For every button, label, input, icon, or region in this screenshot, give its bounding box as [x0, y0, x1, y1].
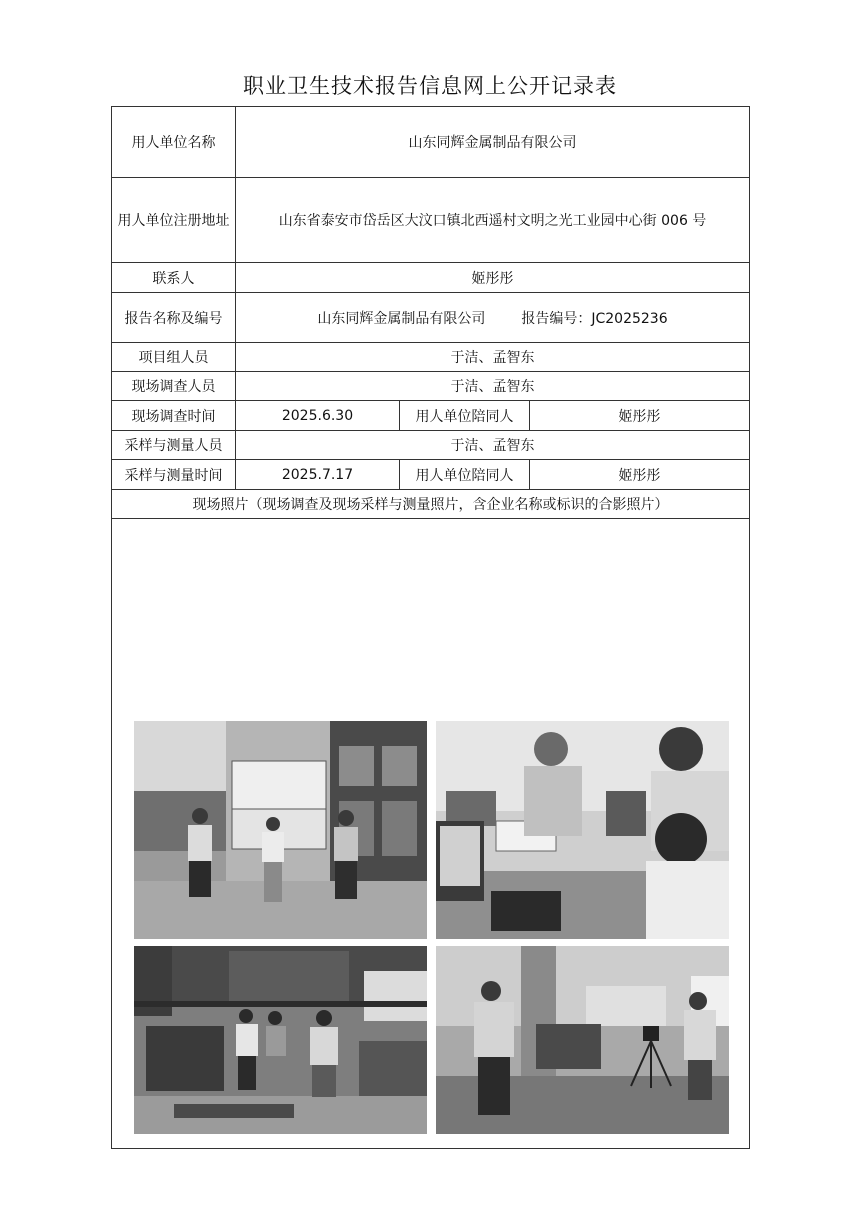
value-survey-companion: 姬彤彤	[618, 408, 661, 425]
row-photos-header	[112, 490, 749, 519]
photo-on-site-measurement	[436, 946, 729, 1134]
page-title: 职业卫生技术报告信息网上公开记录表	[243, 74, 617, 98]
value-employer-address: 山东省泰安市岱岳区大汶口镇北西遥村文明之光工业园中心街 006 号	[278, 213, 707, 229]
value-survey-staff: 于洁、孟智东	[450, 379, 535, 395]
photos-header: 现场照片（现场调查及现场采样与测量照片，含企业名称或标识的合影照片）	[192, 497, 669, 513]
row-survey-staff	[112, 372, 749, 401]
report-number: 报告编号：JC2025236	[521, 310, 668, 327]
value-employer-name: 山东同辉金属制品有限公司	[408, 135, 577, 151]
row-employer-name	[112, 107, 749, 178]
value-sampling-companion: 姬彤彤	[618, 467, 661, 484]
label-employer-address: 用人单位注册地址	[112, 178, 236, 262]
value-contact: 姬彤彤	[471, 270, 514, 287]
label-report: 报告名称及编号	[112, 293, 236, 342]
row-project-team	[112, 343, 749, 372]
photo-group-at-sign	[134, 721, 427, 939]
value-report	[236, 293, 749, 342]
photo-office-review	[436, 721, 729, 939]
row-report	[112, 293, 749, 343]
label-survey-staff: 现场调查人员	[112, 372, 236, 400]
row-sampling-staff	[112, 431, 749, 460]
label-sampling-time: 采样与测量时间	[112, 460, 236, 489]
report-name: 山东同辉金属制品有限公司	[317, 310, 486, 327]
label-contact: 联系人	[112, 263, 236, 292]
label-survey-time: 现场调查时间	[112, 401, 236, 430]
label-sampling-companion: 用人单位陪同人	[400, 460, 530, 489]
row-contact	[112, 263, 749, 293]
label-survey-companion: 用人单位陪同人	[400, 401, 530, 430]
row-survey-time	[112, 401, 749, 431]
row-employer-address	[112, 178, 749, 263]
value-sampling-date: 2025.7.17	[236, 460, 400, 489]
row-sampling-time	[112, 460, 749, 490]
value-survey-date: 2025.6.30	[236, 401, 400, 430]
value-project-team: 于洁、孟智东	[450, 350, 535, 366]
label-employer-name: 用人单位名称	[112, 107, 236, 177]
photo-warehouse	[134, 946, 427, 1134]
label-project-team: 项目组人员	[112, 343, 236, 371]
record-table	[111, 106, 750, 1149]
value-sampling-staff: 于洁、孟智东	[450, 438, 535, 454]
label-sampling-staff: 采样与测量人员	[112, 431, 236, 459]
